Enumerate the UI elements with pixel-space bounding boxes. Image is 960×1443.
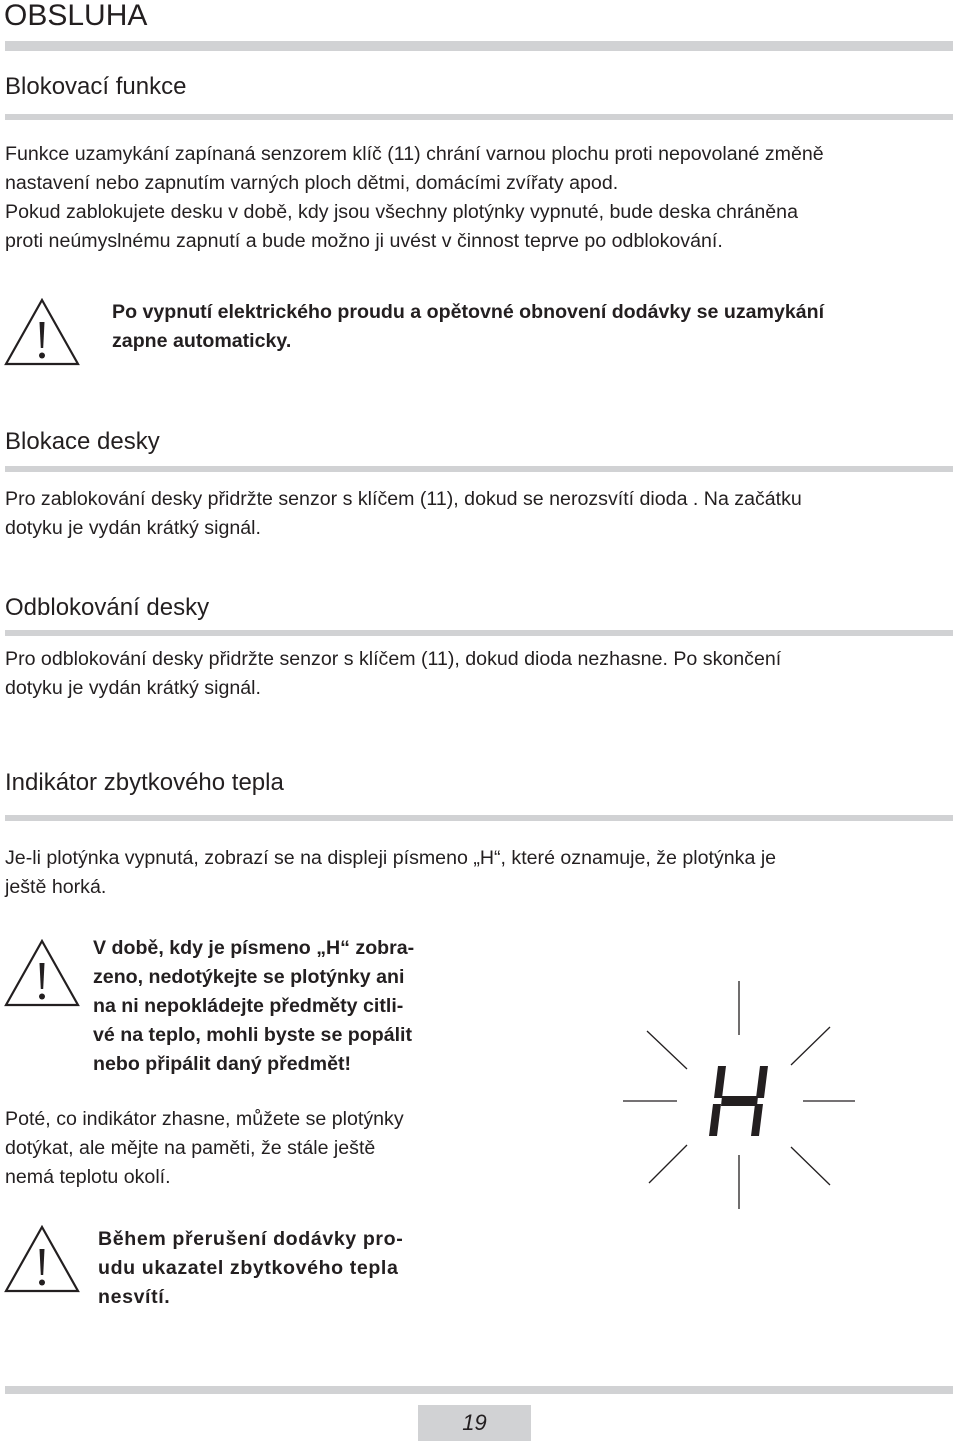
paragraph-line: dotyku je vydán krátký signál.: [5, 517, 261, 539]
section-heading-blokace: Blokace desky: [5, 428, 160, 455]
warning-text-line: nebo připálit daný předmět!: [93, 1053, 352, 1075]
divider: [5, 114, 953, 120]
divider: [5, 630, 953, 636]
warning-icon: [4, 298, 80, 366]
divider: [5, 815, 953, 821]
divider: [5, 466, 953, 472]
paragraph-line: Pro odblokování desky přidržte senzor s klíčem (11), dokud dioda nezhasne. Po skončení: [5, 648, 782, 670]
divider: [5, 41, 953, 51]
paragraph-line: ještě horká.: [5, 876, 107, 898]
warning-text-line: Během přerušení dodávky pro-: [98, 1228, 404, 1250]
warning-text-line: na ni nepokládejte předměty citli-: [93, 995, 404, 1017]
warning-text-line: Po vypnutí elektrického proudu a opětovné obnovení dodávky se uzamykání: [112, 301, 825, 323]
page-number-box: [418, 1405, 531, 1441]
paragraph-line: Pokud zablokujete desku v době, kdy jsou všechny plotýnky vypnuté, bude deska chráněna: [5, 201, 798, 223]
paragraph-line: dotýkat, ale mějte na paměti, že stále ještě: [5, 1137, 376, 1159]
warning-text-line: zeno, nedotýkejte se plotýnky ani: [93, 966, 405, 988]
divider: [5, 1386, 953, 1394]
warning-text-line: vé na teplo, mohli byste se popálit: [93, 1024, 413, 1046]
section-heading-odblokovani: Odblokování desky: [5, 594, 210, 621]
warning-text-line: udu ukazatel zbytkového tepla: [98, 1257, 399, 1279]
warning-text-line: V době, kdy je písmeno „H“ zobra-: [93, 937, 415, 959]
display-h-icon: [615, 975, 855, 1215]
paragraph-line: dotyku je vydán krátký signál.: [5, 677, 261, 699]
section-heading-indikator: Indikátor zbytkového tepla: [5, 769, 284, 796]
paragraph-line: Funkce uzamykání zapínaná senzorem klíč (11) chrání varnou plochu proti nepovolané změně: [5, 143, 824, 165]
section-heading-blokovaci: Blokovací funkce: [5, 73, 187, 100]
paragraph-line: nastavení nebo zapnutím varných ploch dětmi, domácími zvířaty apod.: [5, 172, 619, 194]
paragraph-line: Poté, co indikátor zhasne, můžete se plotýnky: [5, 1108, 404, 1130]
warning-icon: [4, 939, 80, 1007]
warning-icon: [4, 1225, 80, 1293]
paragraph-line: nemá teplotu okolí.: [5, 1166, 171, 1188]
warning-text-line: zapne automaticky.: [112, 330, 292, 352]
paragraph-line: Pro zablokování desky přidržte senzor s klíčem (11), dokud se nerozsvítí dioda . Na začátku: [5, 488, 802, 510]
page-number: 19: [462, 1410, 487, 1435]
warning-text-line: nesvítí.: [98, 1286, 171, 1308]
paragraph-line: Je-li plotýnka vypnutá, zobrazí se na displeji písmeno „H“, které oznamuje, že plotýnka je: [5, 847, 777, 869]
paragraph-line: proti neúmyslnému zapnutí a bude možno ji uvést v činnost teprve po odblokování.: [5, 230, 723, 252]
page-title: OBSLUHA: [4, 0, 148, 32]
